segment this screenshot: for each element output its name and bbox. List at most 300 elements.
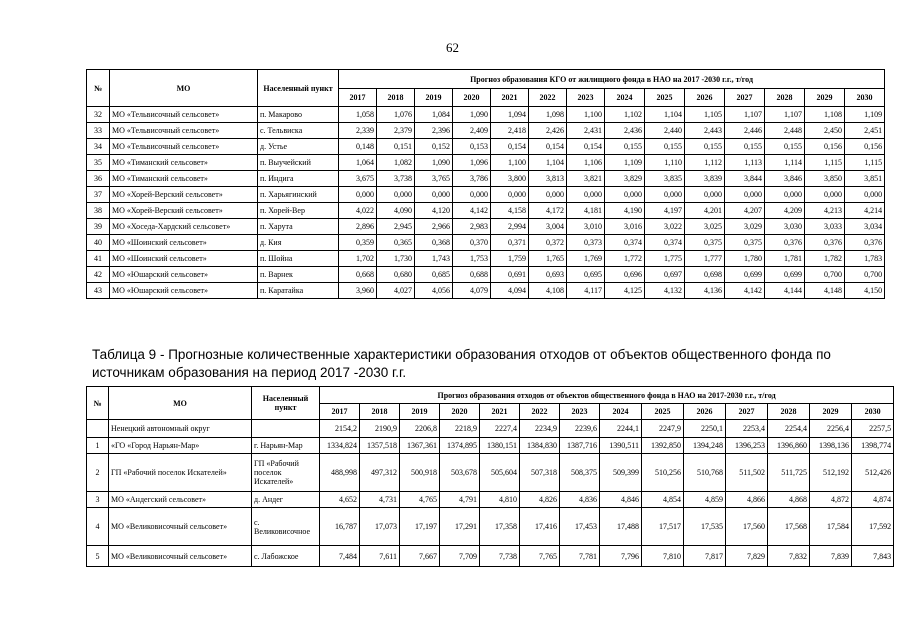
value-cell: 1,100 [491, 155, 529, 171]
value-cell: 3,821 [567, 171, 605, 187]
row-number-cell: 3 [87, 492, 109, 508]
header-settlement: Населенный пункт [252, 387, 320, 420]
value-cell: 0,154 [491, 139, 529, 155]
value-cell: 0,000 [453, 187, 491, 203]
value-cell: 1367,361 [400, 438, 440, 454]
value-cell: 0,376 [805, 235, 845, 251]
settlement-cell [252, 420, 320, 438]
value-cell: 0,000 [765, 187, 805, 203]
value-cell: 7,829 [726, 546, 768, 567]
value-cell: 1,094 [491, 107, 529, 123]
settlement-cell: г. Нарьян-Мар [252, 438, 320, 454]
mo-cell: МО «Шоинский сельсовет» [110, 251, 258, 267]
value-cell: 2254,4 [768, 420, 810, 438]
header-num: № [87, 70, 110, 107]
value-cell: 1374,895 [440, 438, 480, 454]
value-cell: 1,100 [567, 107, 605, 123]
value-cell: 3,800 [491, 171, 529, 187]
value-cell: 4,090 [377, 203, 415, 219]
value-cell: 0,368 [415, 235, 453, 251]
value-cell: 1,753 [453, 251, 491, 267]
header-mo: МО [109, 387, 252, 420]
value-cell: 1,098 [529, 107, 567, 123]
value-cell: 7,709 [440, 546, 480, 567]
row-number-cell: 43 [87, 283, 110, 299]
value-cell: 0,373 [567, 235, 605, 251]
table-row [87, 438, 894, 454]
value-cell: 2,409 [453, 123, 491, 139]
value-cell: 1,702 [339, 251, 377, 267]
value-cell: 1,107 [725, 107, 765, 123]
value-cell: 1396,860 [768, 438, 810, 454]
header-year: 2025 [642, 404, 684, 420]
value-cell: 2,983 [453, 219, 491, 235]
value-cell: 4,190 [605, 203, 645, 219]
header-mo: МО [110, 70, 258, 107]
value-cell: 2,379 [377, 123, 415, 139]
value-cell: 0,365 [377, 235, 415, 251]
value-cell: 1,765 [529, 251, 567, 267]
value-cell: 2,945 [377, 219, 415, 235]
value-cell: 17,517 [642, 508, 684, 546]
value-cell: 0,693 [529, 267, 567, 283]
value-cell: 1,769 [567, 251, 605, 267]
value-cell: 2234,9 [520, 420, 560, 438]
value-cell: 7,796 [600, 546, 642, 567]
value-cell: 0,691 [491, 267, 529, 283]
value-cell: 7,832 [768, 546, 810, 567]
value-cell: 1,114 [765, 155, 805, 171]
value-cell: 0,000 [529, 187, 567, 203]
table-row [87, 508, 894, 546]
table-row [87, 123, 885, 139]
value-cell: 3,004 [529, 219, 567, 235]
value-cell: 0,376 [845, 235, 885, 251]
settlement-cell: п. Варнек [258, 267, 339, 283]
header-year: 2025 [645, 89, 685, 107]
value-cell: 0,370 [453, 235, 491, 251]
value-cell: 17,291 [440, 508, 480, 546]
value-cell: 0,000 [845, 187, 885, 203]
header-year: 2024 [605, 89, 645, 107]
value-cell: 3,786 [453, 171, 491, 187]
value-cell: 0,151 [377, 139, 415, 155]
value-cell: 3,030 [765, 219, 805, 235]
value-cell: 0,153 [453, 139, 491, 155]
value-cell: 1,780 [725, 251, 765, 267]
value-cell: 0,000 [377, 187, 415, 203]
settlement-cell: ГП «Рабочий поселок Искателей» [252, 454, 320, 492]
row-number-cell: 4 [87, 508, 109, 546]
value-cell: 0,155 [725, 139, 765, 155]
value-cell: 2,443 [685, 123, 725, 139]
value-cell: 2,436 [605, 123, 645, 139]
table-row [87, 267, 885, 283]
value-cell: 17,073 [360, 508, 400, 546]
value-cell: 2,446 [725, 123, 765, 139]
value-cell: 4,859 [684, 492, 726, 508]
value-cell: 0,155 [645, 139, 685, 155]
value-cell: 17,488 [600, 508, 642, 546]
header-year: 2026 [685, 89, 725, 107]
value-cell: 4,022 [339, 203, 377, 219]
value-cell: 1,106 [567, 155, 605, 171]
value-cell: 2250,1 [684, 420, 726, 438]
header-year: 2026 [684, 404, 726, 420]
value-cell: 503,678 [440, 454, 480, 492]
settlement-cell: д. Андег [252, 492, 320, 508]
value-cell: 510,256 [642, 454, 684, 492]
value-cell: 0,000 [645, 187, 685, 203]
header-year: 2017 [339, 89, 377, 107]
value-cell: 3,846 [765, 171, 805, 187]
value-cell: 2,896 [339, 219, 377, 235]
header-year: 2023 [560, 404, 600, 420]
mo-cell: МО «Тельвисочный сельсовет» [110, 123, 258, 139]
row-number-cell: 38 [87, 203, 110, 219]
value-cell: 1,759 [491, 251, 529, 267]
value-cell: 7,667 [400, 546, 440, 567]
value-cell: 497,312 [360, 454, 400, 492]
value-cell: 2154,2 [320, 420, 360, 438]
row-number-cell: 36 [87, 171, 110, 187]
row-number-cell: 34 [87, 139, 110, 155]
table-row [87, 283, 885, 299]
value-cell: 1,112 [685, 155, 725, 171]
value-cell: 512,192 [810, 454, 852, 492]
value-cell: 2,966 [415, 219, 453, 235]
value-cell: 7,781 [560, 546, 600, 567]
mo-cell: МО «Шоинский сельсовет» [110, 235, 258, 251]
value-cell: 4,652 [320, 492, 360, 508]
public-fund-waste-table [86, 386, 894, 567]
mo-cell: МО «Тиманский сельсовет» [110, 155, 258, 171]
value-cell: 4,765 [400, 492, 440, 508]
value-cell: 7,810 [642, 546, 684, 567]
value-cell: 0,375 [725, 235, 765, 251]
value-cell: 7,843 [852, 546, 894, 567]
value-cell: 0,371 [491, 235, 529, 251]
value-cell: 2218,9 [440, 420, 480, 438]
header-year: 2029 [810, 404, 852, 420]
value-cell: 1,090 [453, 107, 491, 123]
table-row [87, 235, 885, 251]
value-cell: 0,155 [685, 139, 725, 155]
table-row [87, 203, 885, 219]
mo-cell: Ненецкий автономный округ [109, 420, 252, 438]
mo-cell: «ГО «Город Нарьян-Мар» [109, 438, 252, 454]
table-row [87, 155, 885, 171]
value-cell: 17,568 [768, 508, 810, 546]
value-cell: 1,108 [805, 107, 845, 123]
value-cell: 2,418 [491, 123, 529, 139]
value-cell: 1,113 [725, 155, 765, 171]
value-cell: 1,107 [765, 107, 805, 123]
value-cell: 4,872 [810, 492, 852, 508]
header-year: 2027 [725, 89, 765, 107]
value-cell: 0,374 [605, 235, 645, 251]
value-cell: 1334,824 [320, 438, 360, 454]
mo-cell: МО «Тиманский сельсовет» [110, 171, 258, 187]
value-cell: 1,064 [339, 155, 377, 171]
value-cell: 3,034 [845, 219, 885, 235]
mo-cell: МО «Хорей-Верский сельсовет» [110, 203, 258, 219]
value-cell: 1387,716 [560, 438, 600, 454]
value-cell: 0,374 [645, 235, 685, 251]
value-cell: 0,376 [765, 235, 805, 251]
value-cell: 1,096 [453, 155, 491, 171]
value-cell: 3,851 [845, 171, 885, 187]
value-cell: 0,154 [529, 139, 567, 155]
value-cell: 2227,4 [480, 420, 520, 438]
value-cell: 4,108 [529, 283, 567, 299]
value-cell: 508,375 [560, 454, 600, 492]
value-cell: 0,685 [415, 267, 453, 283]
value-cell: 2206,8 [400, 420, 440, 438]
value-cell: 4,209 [765, 203, 805, 219]
table-row [87, 546, 894, 567]
value-cell: 4,142 [725, 283, 765, 299]
value-cell: 4,117 [567, 283, 605, 299]
value-cell: 4,132 [645, 283, 685, 299]
value-cell: 4,120 [415, 203, 453, 219]
value-cell: 4,197 [645, 203, 685, 219]
value-cell: 510,768 [684, 454, 726, 492]
value-cell: 3,839 [685, 171, 725, 187]
table-row [87, 187, 885, 203]
header-year: 2029 [805, 89, 845, 107]
value-cell: 0,152 [415, 139, 453, 155]
header-year: 2022 [520, 404, 560, 420]
mo-cell: МО «Хорей-Верский сельсовет» [110, 187, 258, 203]
value-cell: 0,695 [567, 267, 605, 283]
value-cell: 0,154 [567, 139, 605, 155]
header-forecast-group: Прогноз образования отходов от объектов общественного фонда в НАО на 2017-2030 г.г., т/год [320, 387, 894, 404]
mo-cell: МО «Юшарский сельсовет» [110, 267, 258, 283]
value-cell: 511,725 [768, 454, 810, 492]
value-cell: 0,000 [491, 187, 529, 203]
value-cell: 1,082 [377, 155, 415, 171]
row-number-cell: 33 [87, 123, 110, 139]
value-cell: 2256,4 [810, 420, 852, 438]
settlement-cell: с. Великовисочное [252, 508, 320, 546]
value-cell: 3,844 [725, 171, 765, 187]
value-cell: 1396,253 [726, 438, 768, 454]
value-cell: 1,058 [339, 107, 377, 123]
value-cell: 4,079 [453, 283, 491, 299]
value-cell: 0,359 [339, 235, 377, 251]
value-cell: 4,213 [805, 203, 845, 219]
settlement-cell: п. Макарово [258, 107, 339, 123]
row-number-cell: 35 [87, 155, 110, 171]
table-row [87, 219, 885, 235]
value-cell: 3,016 [605, 219, 645, 235]
value-cell: 0,375 [685, 235, 725, 251]
value-cell: 1398,136 [810, 438, 852, 454]
value-cell: 4,056 [415, 283, 453, 299]
value-cell: 3,029 [725, 219, 765, 235]
value-cell: 0,668 [339, 267, 377, 283]
value-cell: 4,826 [520, 492, 560, 508]
value-cell: 2,426 [529, 123, 567, 139]
value-cell: 2257,5 [852, 420, 894, 438]
header-year: 2030 [845, 89, 885, 107]
value-cell: 1,084 [415, 107, 453, 123]
row-number-cell: 42 [87, 267, 110, 283]
value-cell: 1,115 [845, 155, 885, 171]
header-num: № [87, 387, 109, 420]
value-cell: 0,155 [765, 139, 805, 155]
value-cell: 3,850 [805, 171, 845, 187]
value-cell: 4,136 [685, 283, 725, 299]
value-cell: 2247,9 [642, 420, 684, 438]
value-cell: 4,027 [377, 283, 415, 299]
value-cell: 7,839 [810, 546, 852, 567]
value-cell: 4,207 [725, 203, 765, 219]
value-cell: 511,502 [726, 454, 768, 492]
header-year: 2024 [600, 404, 642, 420]
row-number-cell: 2 [87, 454, 109, 492]
value-cell: 488,998 [320, 454, 360, 492]
settlement-cell: п. Харута [258, 219, 339, 235]
value-cell: 0,148 [339, 139, 377, 155]
value-cell: 1,115 [805, 155, 845, 171]
value-cell: 2,339 [339, 123, 377, 139]
value-cell: 0,697 [645, 267, 685, 283]
table-row [87, 107, 885, 123]
value-cell: 4,094 [491, 283, 529, 299]
mo-cell: МО «Юшарский сельсовет» [110, 283, 258, 299]
header-year: 2021 [480, 404, 520, 420]
table-9-caption: Таблица 9 - Прогнозные количественные характеристики образования отходов от объектов общественного фонда по источникам образования на период 2017 -2030 г.г. [92, 347, 831, 380]
value-cell: 0,688 [453, 267, 491, 283]
value-cell: 17,453 [560, 508, 600, 546]
mo-cell: МО «Хоседа-Хардский сельсовет» [110, 219, 258, 235]
header-year: 2027 [726, 404, 768, 420]
value-cell: 3,022 [645, 219, 685, 235]
value-cell: 4,868 [768, 492, 810, 508]
kgo-table-body [87, 107, 885, 299]
value-cell: 4,148 [805, 283, 845, 299]
value-cell: 7,484 [320, 546, 360, 567]
value-cell: 2,431 [567, 123, 605, 139]
settlement-cell: п. Индига [258, 171, 339, 187]
value-cell: 0,700 [845, 267, 885, 283]
settlement-cell: с. Лабожское [252, 546, 320, 567]
value-cell: 3,033 [805, 219, 845, 235]
value-cell: 1,090 [415, 155, 453, 171]
settlement-cell: п. Шойна [258, 251, 339, 267]
value-cell: 0,698 [685, 267, 725, 283]
row-number-cell: 5 [87, 546, 109, 567]
row-number-cell [87, 420, 109, 438]
table-row [87, 492, 894, 508]
value-cell: 0,000 [567, 187, 605, 203]
header-year: 2021 [491, 89, 529, 107]
header-year: 2018 [360, 404, 400, 420]
value-cell: 1398,774 [852, 438, 894, 454]
value-cell: 17,416 [520, 508, 560, 546]
value-cell: 1,110 [645, 155, 685, 171]
value-cell: 1392,850 [642, 438, 684, 454]
value-cell: 2,440 [645, 123, 685, 139]
value-cell: 4,181 [567, 203, 605, 219]
header-year: 2023 [567, 89, 605, 107]
header-year: 2030 [852, 404, 894, 420]
header-year: 2017 [320, 404, 360, 420]
value-cell: 1,104 [529, 155, 567, 171]
value-cell: 3,813 [529, 171, 567, 187]
settlement-cell: п. Каратайка [258, 283, 339, 299]
value-cell: 4,854 [642, 492, 684, 508]
value-cell: 4,144 [765, 283, 805, 299]
value-cell: 0,156 [845, 139, 885, 155]
value-cell: 3,025 [685, 219, 725, 235]
value-cell: 0,680 [377, 267, 415, 283]
value-cell: 4,836 [560, 492, 600, 508]
header-year: 2028 [765, 89, 805, 107]
value-cell: 0,156 [805, 139, 845, 155]
value-cell: 1,782 [805, 251, 845, 267]
header-year: 2022 [529, 89, 567, 107]
value-cell: 17,197 [400, 508, 440, 546]
value-cell: 2,451 [845, 123, 885, 139]
value-cell: 0,000 [339, 187, 377, 203]
mo-cell: ГП «Рабочий поселок Искателей» [109, 454, 252, 492]
value-cell: 3,835 [645, 171, 685, 187]
value-cell: 2,396 [415, 123, 453, 139]
value-cell: 0,699 [725, 267, 765, 283]
value-cell: 17,592 [852, 508, 894, 546]
value-cell: 1384,830 [520, 438, 560, 454]
value-cell: 507,318 [520, 454, 560, 492]
value-cell: 2239,6 [560, 420, 600, 438]
value-cell: 2253,4 [726, 420, 768, 438]
value-cell: 4,201 [685, 203, 725, 219]
value-cell: 512,426 [852, 454, 894, 492]
value-cell: 0,155 [605, 139, 645, 155]
value-cell: 0,000 [415, 187, 453, 203]
value-cell: 7,817 [684, 546, 726, 567]
value-cell: 3,765 [415, 171, 453, 187]
value-cell: 3,738 [377, 171, 415, 187]
value-cell: 1357,518 [360, 438, 400, 454]
value-cell: 2,450 [805, 123, 845, 139]
header-year: 2019 [415, 89, 453, 107]
table-row [87, 139, 885, 155]
value-cell: 2,448 [765, 123, 805, 139]
value-cell: 4,142 [453, 203, 491, 219]
settlement-cell: п. Хорей-Вер [258, 203, 339, 219]
header-year: 2028 [768, 404, 810, 420]
value-cell: 4,731 [360, 492, 400, 508]
value-cell: 500,918 [400, 454, 440, 492]
value-cell: 7,611 [360, 546, 400, 567]
value-cell: 1390,511 [600, 438, 642, 454]
mo-cell: МО «Великовисочный сельсовет» [109, 508, 252, 546]
value-cell: 2,994 [491, 219, 529, 235]
value-cell: 1,783 [845, 251, 885, 267]
value-cell: 0,000 [725, 187, 765, 203]
value-cell: 4,158 [491, 203, 529, 219]
kgo-forecast-table [86, 69, 885, 299]
value-cell: 17,358 [480, 508, 520, 546]
value-cell: 1,781 [765, 251, 805, 267]
header-year: 2018 [377, 89, 415, 107]
value-cell: 4,172 [529, 203, 567, 219]
value-cell: 4,874 [852, 492, 894, 508]
value-cell: 1,104 [645, 107, 685, 123]
